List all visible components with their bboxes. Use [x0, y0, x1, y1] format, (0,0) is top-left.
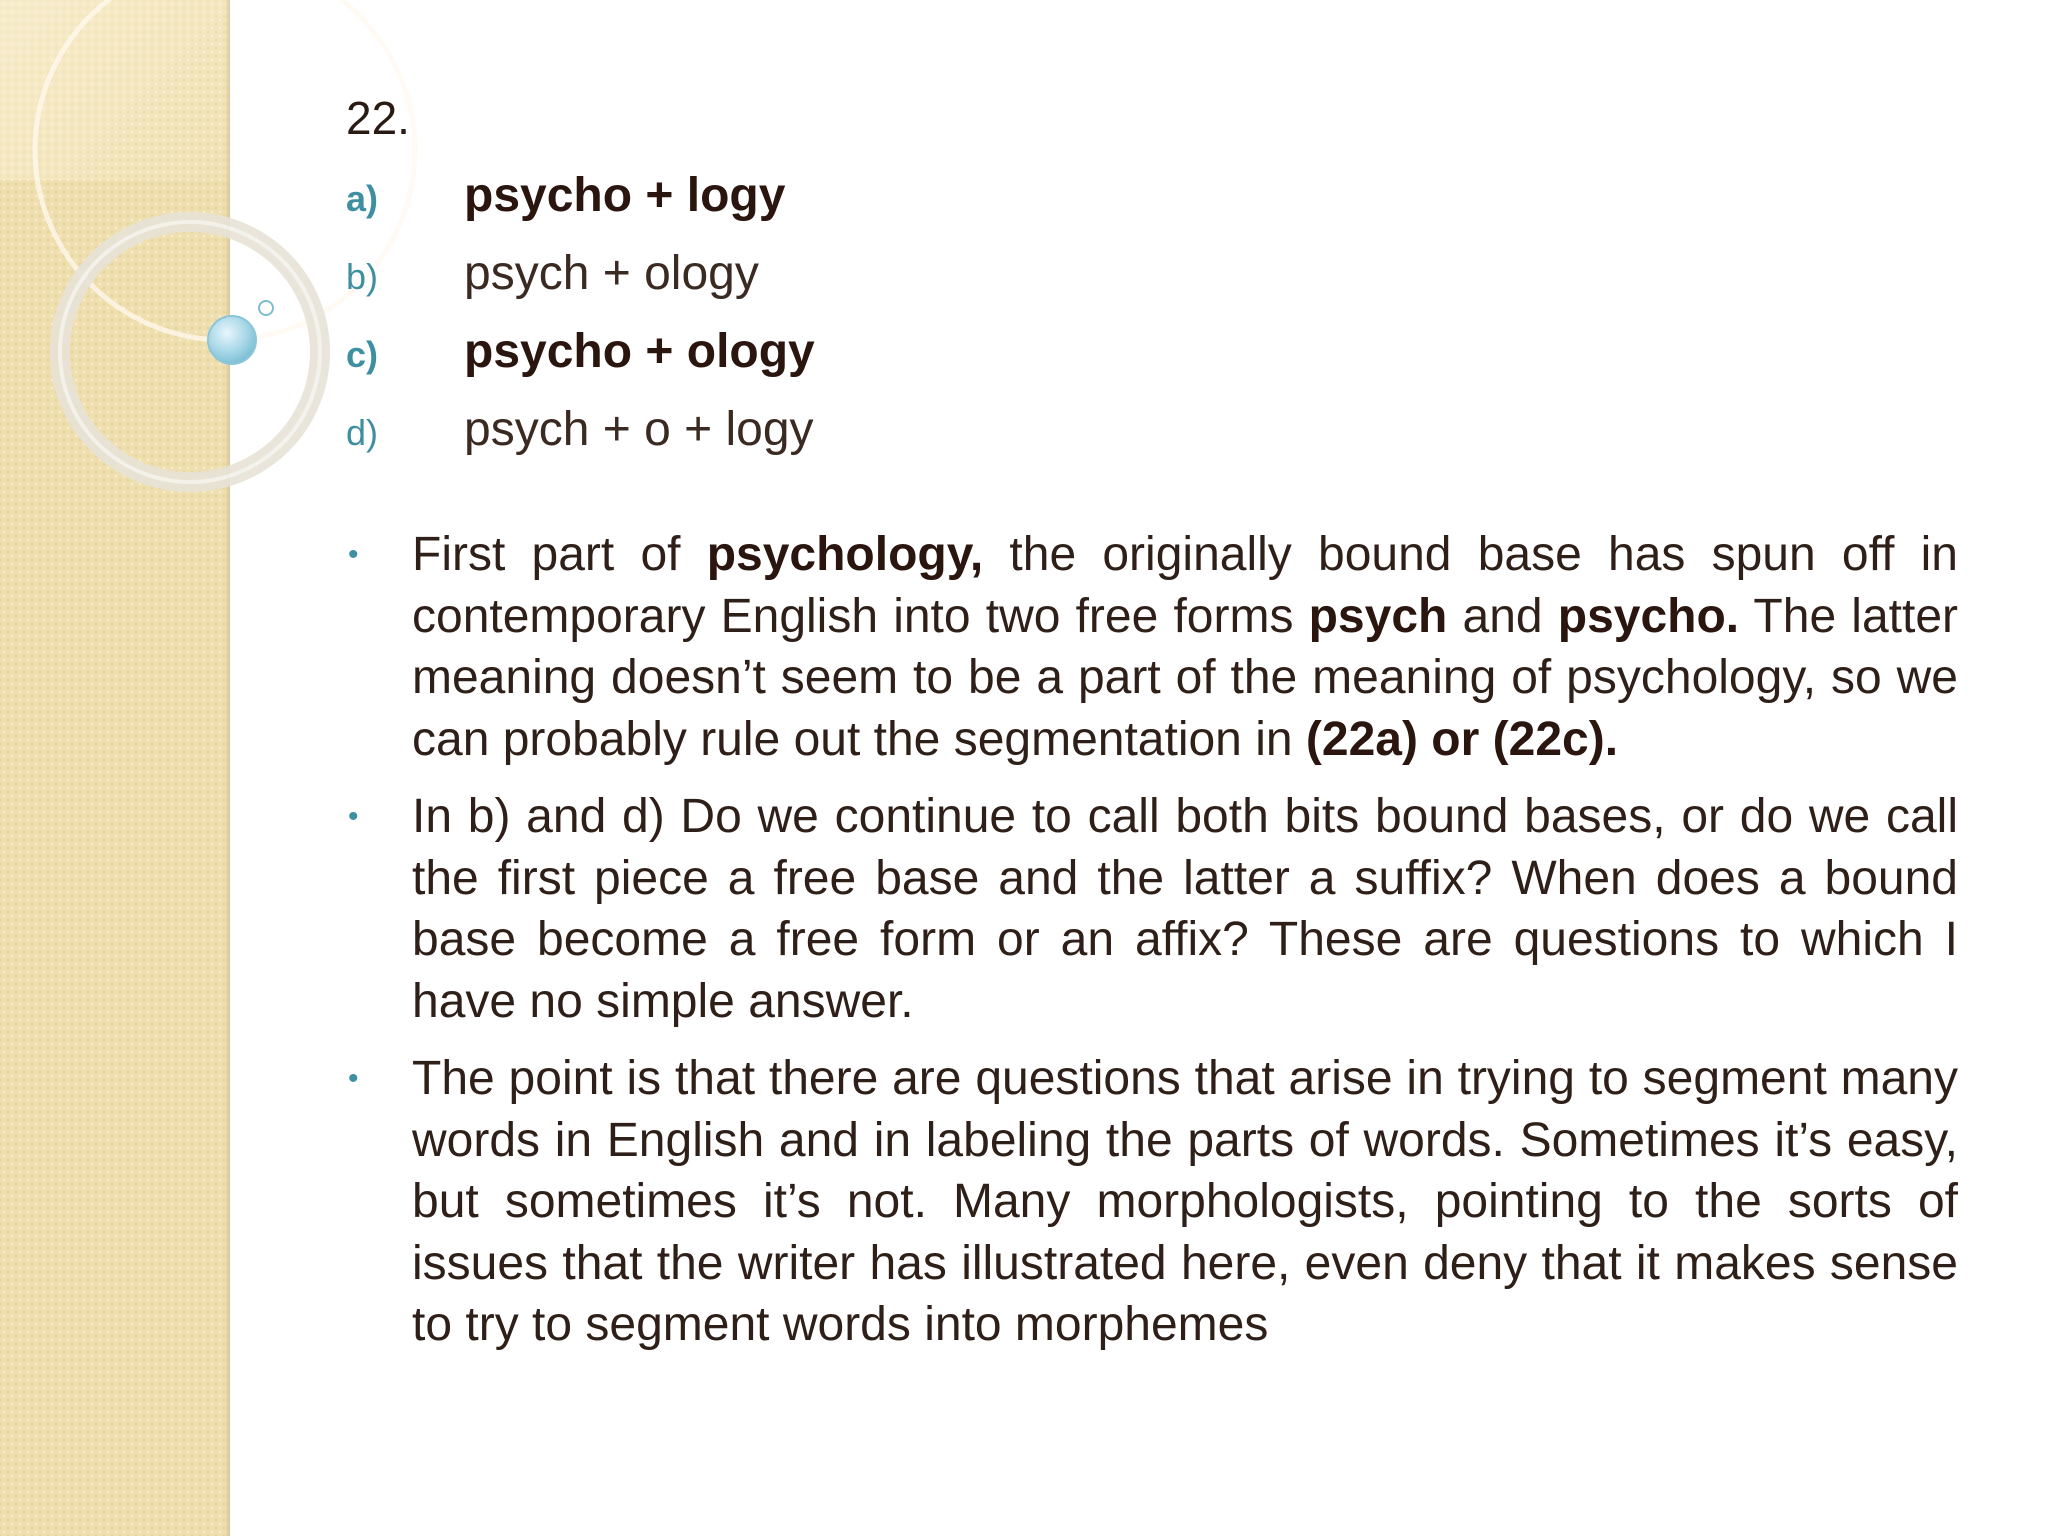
option-letter: b)	[346, 256, 379, 297]
option-letter: d)	[346, 412, 379, 453]
bullet-point-2	[346, 786, 1958, 1032]
ring-ornament	[0, 0, 320, 520]
question-number: 22.	[346, 92, 410, 144]
option-c	[346, 324, 1958, 402]
bold-term: psychology,	[706, 528, 984, 581]
bullet-icon: •	[348, 538, 359, 571]
bold-term: psych	[1308, 589, 1448, 643]
bullet-text: the originally bound base has spun off in contemporary English into two free forms	[412, 528, 1958, 643]
option-text: psycho + logy	[464, 169, 786, 222]
bullet-point-3	[346, 1048, 1958, 1356]
small-bubble-icon	[259, 301, 273, 315]
option-letter: a)	[346, 178, 379, 219]
thick-ring-highlight	[60, 222, 320, 482]
bold-term: (22a) or (22c).	[1305, 712, 1619, 766]
option-a	[346, 168, 1958, 246]
bullet-text: In b) and d) Do we continue to call both bits bound bases, or do we call the first piece a free base and the latter a suffix? When does a bound base become a free form or an affix? These are questions to which I have no simple answer.	[412, 790, 1958, 1028]
bullet-point-1	[346, 524, 1958, 770]
bullet-text: and	[1447, 589, 1558, 643]
bullet-text: The point is that there are questions that arise in trying to segment many words in English and in labeling the parts of words. Sometimes it’s easy, but sometimes it’s not. Many morphologists, pointing to the sorts of issues that the writer has illustrated here, even deny that it makes sense to try to segment words into morphemes	[412, 1052, 1958, 1351]
bullet-text: First part of	[412, 528, 707, 581]
option-text: psych + ology	[464, 247, 759, 300]
option-letter: c)	[346, 334, 379, 375]
bullet-icon: •	[348, 1062, 359, 1095]
slide-content	[346, 90, 1958, 1372]
explanation-list	[346, 524, 1958, 1356]
bubble-icon	[208, 316, 256, 364]
option-d	[346, 402, 1958, 480]
option-text: psych + o + logy	[464, 403, 814, 456]
bullet-text: The latter meaning doesn’t seem to be a part of the meaning of psychology, so we can probably rule out the segmentation in	[412, 589, 1959, 766]
option-text: psycho + ology	[464, 325, 815, 378]
bullet-icon: •	[348, 800, 359, 833]
bold-term: psycho.	[1557, 589, 1740, 643]
option-b	[346, 246, 1958, 324]
